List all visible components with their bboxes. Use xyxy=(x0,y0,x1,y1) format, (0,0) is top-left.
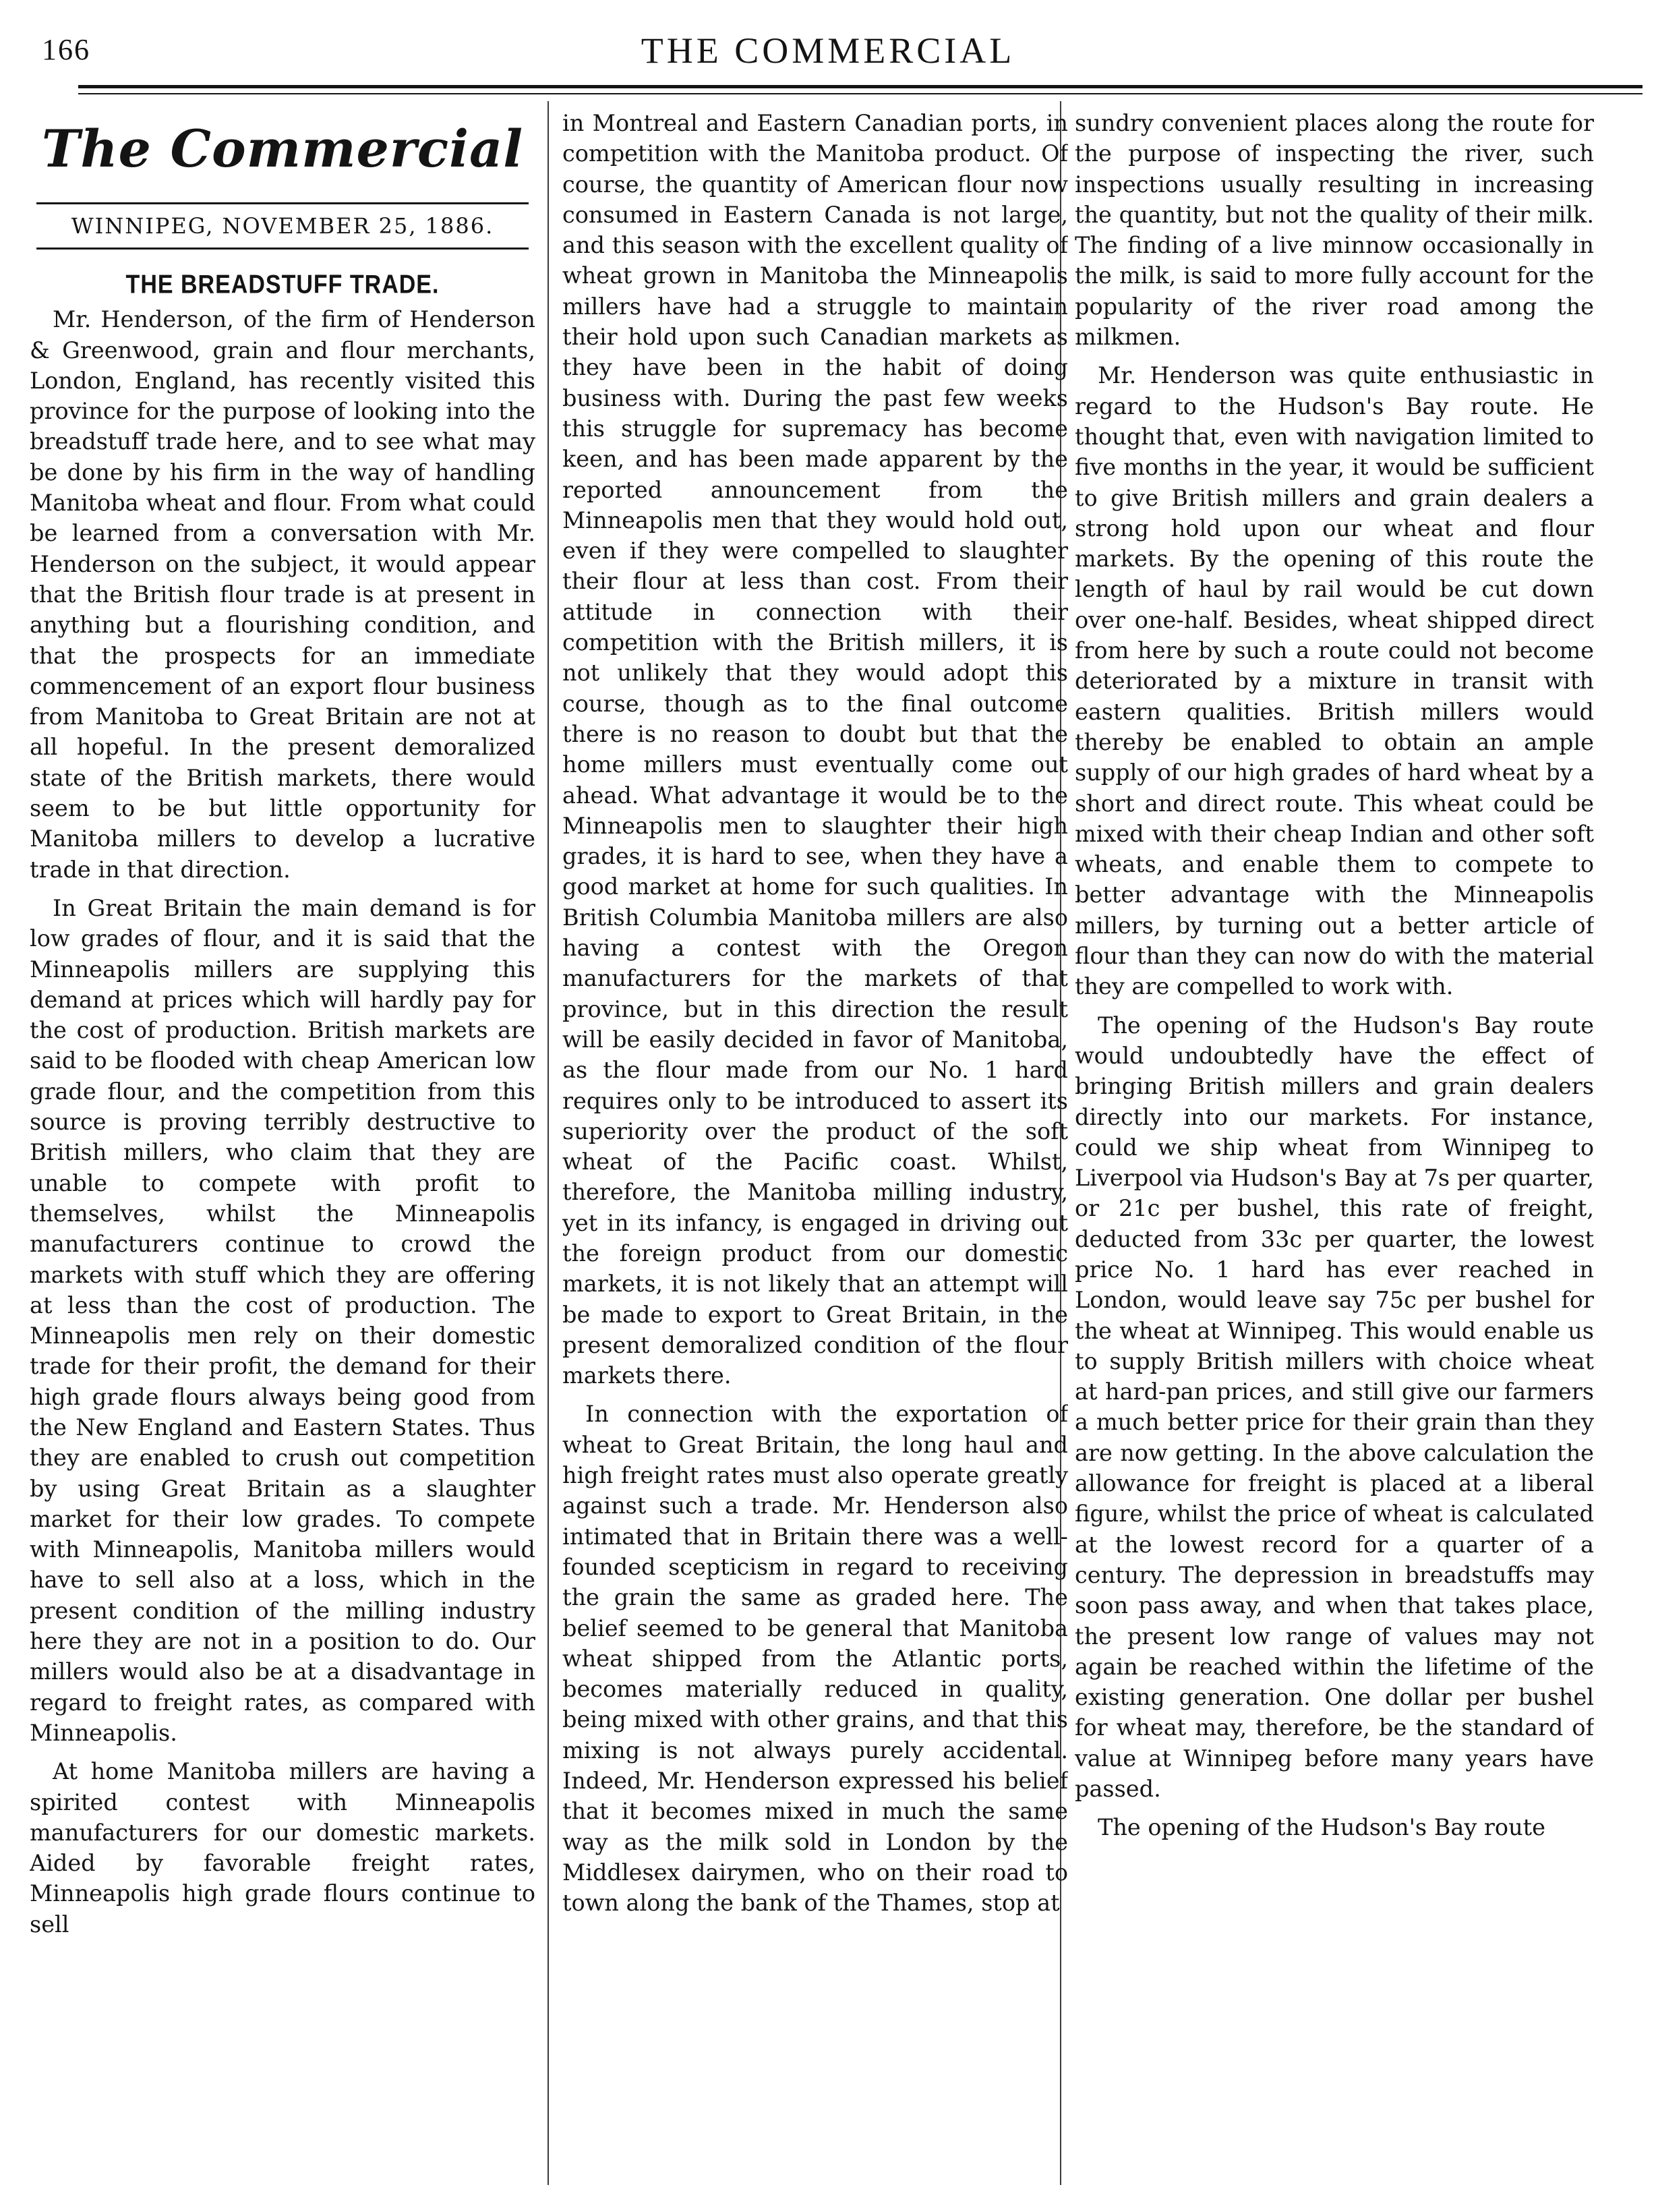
article-column-1 xyxy=(30,101,535,2178)
paragraph: At home Manitoba millers are having a spirited contest with Minneapolis manufacturers for our domestic markets. Aided by favorable freight rates, Minneapolis high grade flours continue to sell xyxy=(30,1758,535,1938)
page-number: 166 xyxy=(42,33,90,66)
article-headline: THE BREADSTUFF TRADE. xyxy=(125,270,440,299)
paragraph: Mr. Henderson was quite enthusiastic in regard to the Hudson's Bay route. He thought that, even with navigation limited to five months in the year, it would be sufficient to give British millers and grain dealers a strong hold upon our wheat and flour markets. By the opening of this route the length of haul by rail would be cut down over one-half. Besides, wheat shipped direct from here by such a route could not become deteriorated by a mixture in transit with eastern qualities. British millers would thereby be enabled to obtain an ample supply of our high grades of hard wheat by a short and direct route. This wheat could be mixed with their cheap Indian and other soft wheats, and enable them to compete to better advantage with the Minneapolis millers, by turning out a better article of flour than they can now do with the material they are compelled to work with. xyxy=(1075,362,1594,1000)
dateline: WINNIPEG, NOVEMBER 25, 1886. xyxy=(36,202,529,250)
column-divider-1 xyxy=(548,101,549,2185)
article-column-2 xyxy=(562,108,1068,2185)
masthead-title: The Commercial xyxy=(41,119,524,179)
paragraph: In Great Britain the main demand is for low grades of flour, and it is said that the Minneapolis millers are supplying this demand at prices which will hardly pay for the cost of production. British markets are said to be flooded with cheap American low grade flour, and the competition from this source is proving terribly destructive to British millers, who claim that they are unable to compete with profit to themselves, whilst the Minneapolis manufacturers continue to crowd the markets with stuff which they are offering at less than the cost of production. The Minneapolis men rely on their domestic trade for their profit, the demand for their high grade flours always being good from the New England and Eastern States. Thus they are enabled to crush out competition by using Great Britain as a slaughter market for their low grades. To compete with Minneapolis, Manitoba millers would have to sell also at a loss, which in the present condition of the milling industry here they are not in a position to do. Our millers would also be at a disadvantage in regard to freight rates, as compared with Minneapolis. xyxy=(30,894,535,1746)
paragraph: in Montreal and Eastern Canadian ports, in competition with the Manitoba product. Of course, the quantity of American flour now consumed in Eastern Canada is not large, and this season with the excellent quality of wheat grown in Manitoba the Minneapolis millers have had a struggle to maintain their hold upon such Canadian markets as they have been in the habit of doing business with. During the past few weeks this struggle for supremacy has become keen, and has been made apparent by the reported announcement from the Minneapolis men that they would hold out, even if they were compelled to slaughter their flour at less than cost. From their attitude in connection with their competition with the British millers, it is not unlikely that they would adopt this course, though as to the final outcome there is no reason to doubt but that the home millers must eventually come out ahead. What advantage it would be to the Minneapolis men to slaughter their high grades, it is hard to see, when they have a good market at home for such qualities. In British Columbia Manitoba millers are also having a contest with the Oregon manufacturers for the markets of that province, but in this direction the result will be easily decided in favor of Manitoba, as the flour made from our No. 1 hard requires only to be introduced to assert its superiority over the product of the soft wheat of the Pacific coast. Whilst, therefore, the Manitoba milling industry, yet in its infancy, is engaged in driving out the foreign product from our domestic markets, it is not likely that an attempt will be made to export to Great Britain, in the present demoralized condition of the flour markets there. xyxy=(562,110,1068,1389)
article-column-3 xyxy=(1075,108,1594,2185)
header-rule-thin xyxy=(78,93,1643,94)
running-title: THE COMMERCIAL xyxy=(641,30,1015,71)
paragraph: The opening of the Hudson's Bay route would undoubtedly have the effect of bringing British millers and grain dealers directly into our markets. For instance, could we ship wheat from Winnipeg to Liverpool via Hudson's Bay at 7s per quarter, or 21c per bushel, this rate of freight, deducted from 33c per quarter, the lowest price No. 1 hard has ever reached in London, would leave say 75c per bushel for the wheat at Winnipeg. This would enable us to supply British millers with choice wheat at hard-pan prices, and still give our farmers a much better price for their grain than they are now getting. In the above calculation the allowance for freight is placed at a liberal figure, whilst the price of wheat is calculated at the lowest record for a quarter of a century. The depression in breadstuffs may soon pass away, and when that takes place, the present low range of values may not again be reached within the lifetime of the existing generation. One dollar per bushel for wheat may, therefore, be the standard of value at Winnipeg before many years have passed. xyxy=(1075,1012,1594,1803)
header-rule-thick xyxy=(78,85,1643,88)
paragraph: sundry convenient places along the route for the purpose of inspecting the river, such inspections usually resulting in increasing the quantity, but not the quality of their milk. The finding of a live minnow occasionally in the milk, is said to more fully account for the popularity of the river road among the milkmen. xyxy=(1075,110,1594,351)
paragraph: In connection with the exportation of wheat to Great Britain, the long haul and high freight rates must also operate greatly against such a trade. Mr. Henderson also intimated that in Britain there was a well-founded scepticism in regard to receiving the grain the same as graded here. The belief seemed to be general that Manitoba wheat shipped from the Atlantic ports, becomes materially reduced in quality, being mixed with other grains, and that this mixing is not always purely accidental. Indeed, Mr. Henderson expressed his belief that it becomes mixed in much the same way as the milk sold in London by the Middlesex dairymen, who on their road to town along the bank of the Thames, stop at xyxy=(562,1401,1068,1917)
paragraph: Mr. Henderson, of the firm of Henderson & Greenwood, grain and flour merchants, London, England, has recently visited this province for the purpose of looking into the breadstuff trade here, and to see what may be done by his firm in the way of handling Manitoba wheat and flour. From what could be learned from a conversation with Mr. Henderson on the subject, it would appear that the British flour trade is at present in anything but a flourishing condition, and that the prospects for an immediate commencement of an export flour business from Manitoba to Great Britain are not at all hopeful. In the present demoralized state of the British markets, there would seem to be but little opportunity for Manitoba millers to develop a lucrative trade in that direction. xyxy=(30,306,535,883)
paragraph: The opening of the Hudson's Bay route xyxy=(1098,1814,1545,1841)
